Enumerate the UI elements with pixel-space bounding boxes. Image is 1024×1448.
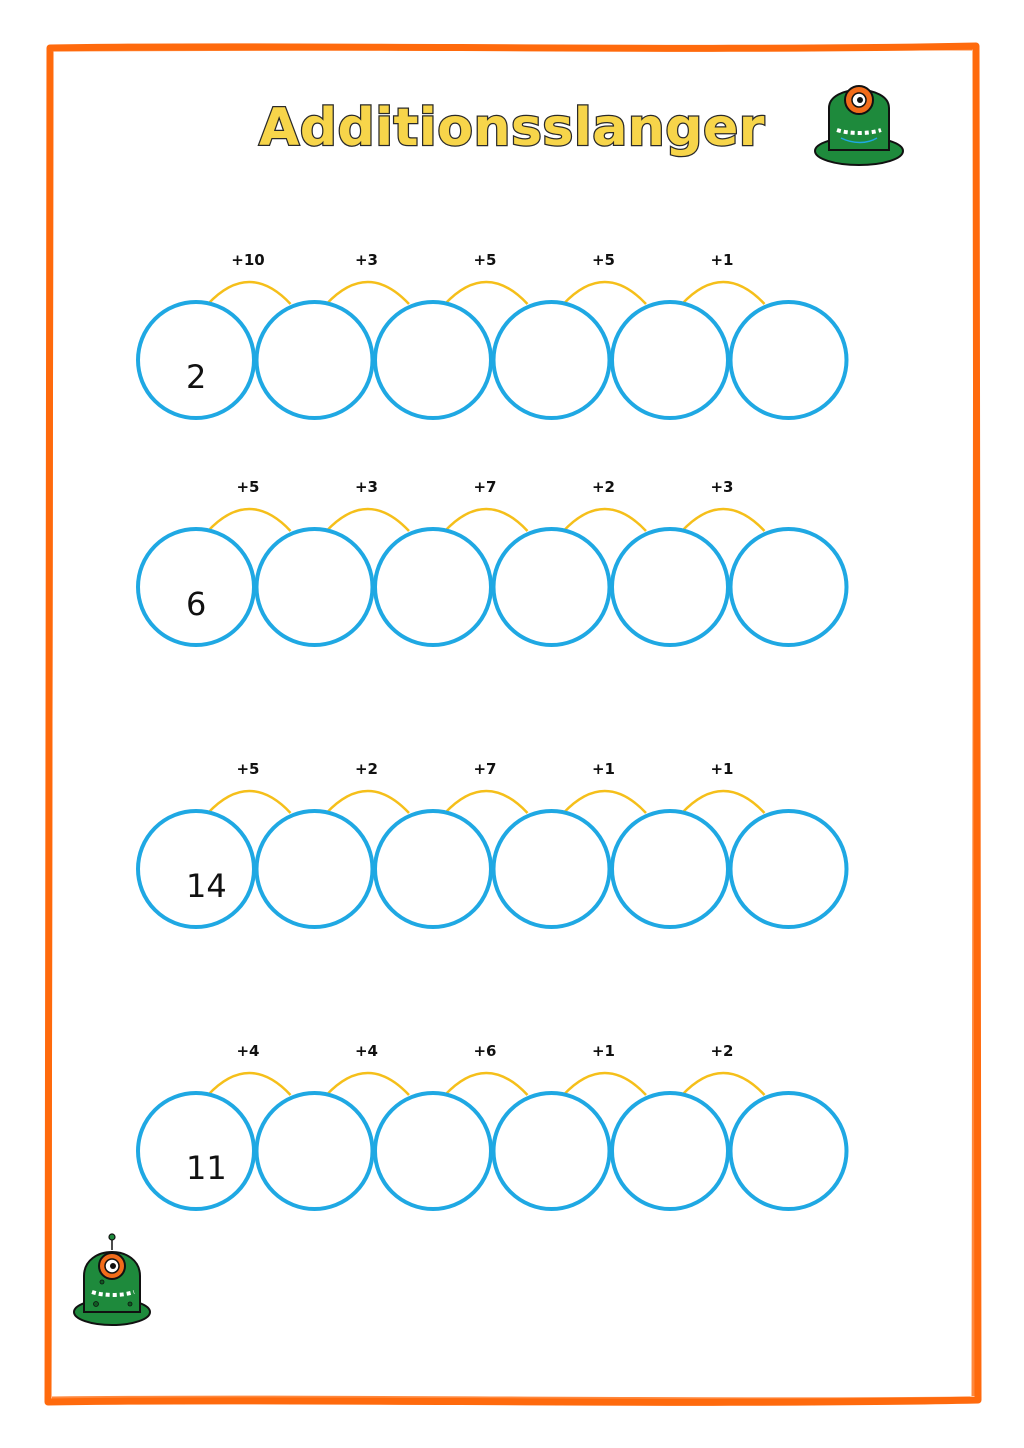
step-arc <box>208 509 291 531</box>
step-arc <box>327 1073 410 1095</box>
start-number: 2 <box>186 358 207 396</box>
step-arc <box>682 791 765 813</box>
step-operation-label: +1 <box>591 1042 616 1060</box>
step-arc <box>445 282 528 304</box>
step-arc <box>682 1073 765 1095</box>
answer-circle[interactable] <box>257 1093 373 1209</box>
step-arc <box>682 282 765 304</box>
answer-circle[interactable] <box>731 529 847 645</box>
addition-snake <box>138 478 847 645</box>
start-number: 11 <box>186 1149 227 1187</box>
step-arc <box>327 282 410 304</box>
answer-circle[interactable] <box>494 302 610 418</box>
answer-circle[interactable] <box>257 811 373 927</box>
answer-circle[interactable] <box>375 811 491 927</box>
answer-circle[interactable] <box>375 302 491 418</box>
answer-circle[interactable] <box>494 529 610 645</box>
page-title: Additionsslanger <box>259 98 765 158</box>
step-operation-label: +5 <box>591 251 616 269</box>
step-arc <box>445 1073 528 1095</box>
step-operation-label: +1 <box>591 760 616 778</box>
step-arc <box>445 509 528 531</box>
addition-snake <box>138 1042 847 1209</box>
step-operation-label: +4 <box>236 1042 260 1060</box>
answer-circle[interactable] <box>612 811 728 927</box>
step-operation-label: +3 <box>354 251 379 269</box>
step-operation-label: +2 <box>591 478 616 496</box>
step-arc <box>208 1073 291 1095</box>
monster-bottom-left-icon <box>74 1234 150 1325</box>
snake-exercises <box>138 251 847 1209</box>
step-arc <box>327 791 410 813</box>
step-operation-label: +1 <box>710 760 734 778</box>
answer-circle[interactable] <box>257 302 373 418</box>
step-operation-label: +10 <box>231 251 265 269</box>
answer-circle[interactable] <box>731 1093 847 1209</box>
start-number: 14 <box>186 867 227 905</box>
step-arc <box>445 791 528 813</box>
step-operation-label: +5 <box>236 760 260 778</box>
step-operation-label: +5 <box>236 478 260 496</box>
answer-circle[interactable] <box>731 811 847 927</box>
answer-circle[interactable] <box>612 1093 728 1209</box>
step-arc <box>208 791 291 813</box>
step-arc <box>564 791 647 813</box>
answer-circle[interactable] <box>494 811 610 927</box>
step-operation-label: +4 <box>354 1042 379 1060</box>
answer-circle[interactable] <box>612 529 728 645</box>
monster-top-right-icon <box>815 86 903 165</box>
step-operation-label: +2 <box>354 760 379 778</box>
step-operation-label: +7 <box>473 760 497 778</box>
start-number: 6 <box>186 585 207 623</box>
answer-circle[interactable] <box>494 1093 610 1209</box>
step-arc <box>682 509 765 531</box>
step-operation-label: +5 <box>473 251 497 269</box>
step-operation-label: +3 <box>354 478 379 496</box>
step-operation-label: +7 <box>473 478 497 496</box>
step-operation-label: +6 <box>473 1042 497 1060</box>
step-arc <box>564 1073 647 1095</box>
addition-snake <box>138 251 847 418</box>
step-arc <box>564 509 647 531</box>
answer-circle[interactable] <box>612 302 728 418</box>
step-arc <box>208 282 291 304</box>
answer-circle[interactable] <box>257 529 373 645</box>
step-operation-label: +2 <box>710 1042 734 1060</box>
answer-circle[interactable] <box>731 302 847 418</box>
step-arc <box>327 509 410 531</box>
addition-snake <box>138 760 847 927</box>
step-arc <box>564 282 647 304</box>
answer-circle[interactable] <box>375 529 491 645</box>
answer-circle[interactable] <box>375 1093 491 1209</box>
step-operation-label: +1 <box>710 251 734 269</box>
step-operation-label: +3 <box>710 478 734 496</box>
